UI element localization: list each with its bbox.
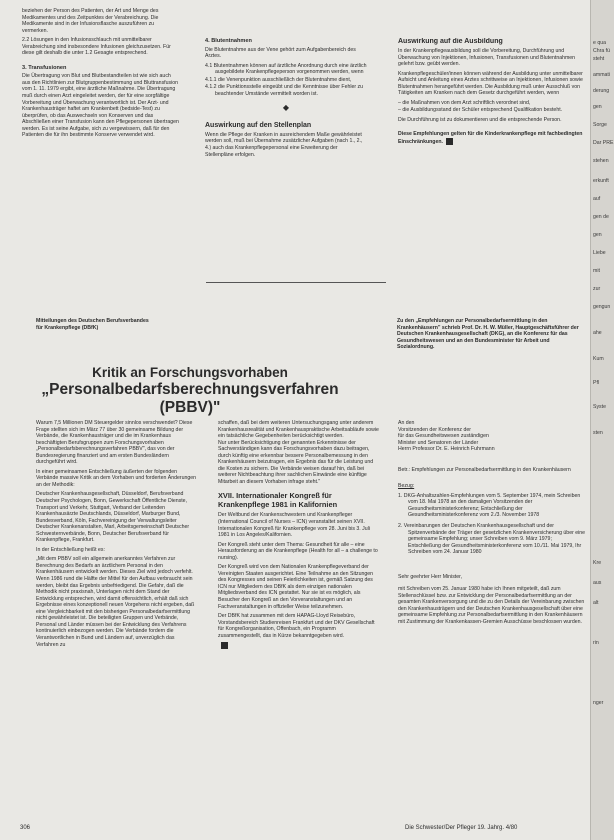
address-line: für das Gesundheitswesen zuständigen bbox=[398, 433, 489, 440]
edge-text: gen de bbox=[593, 214, 609, 220]
edge-text: ahe bbox=[593, 330, 602, 336]
statement-text: Diese Empfehlungen gelten für die Kinderkrankenpflege mit fachbedingten Einschränkungen. bbox=[398, 131, 583, 145]
edge-text: e qua bbox=[593, 40, 606, 46]
paragraph: 2.2 Lösungen in den Infusionsschlauch mit unmittelbarer Verabreichung sind insbesondere Infusionen gleichzusetzen. Für diese gilt deshalb die unter 1.2 Gesagte entsprechend. bbox=[22, 37, 171, 57]
edge-text: gen bbox=[593, 232, 602, 238]
section-heading: Auswirkung auf den Stellenplan bbox=[205, 121, 312, 129]
statement bbox=[398, 131, 586, 145]
paragraph: Die Blutentnahme aus der Vene gehört zum Aufgabenbereich des Arztes. bbox=[205, 46, 356, 60]
paragraph: Der Kongreß wird von dem Nationalen Krankenpflegeverband der Vereinigten Staaten ausgerichtet. Eine Teilnahme an den Sitzungen des Kongresses und seinen Feierlichkeiten ist, gemäß Satzung des ICN nur Mitgliedern des DBfK als dem einzigen nationalen Mitgliedsverband des ICN gestattet. Nur sie ist es möglich, als Besucher den Kongreß an den Vorveranstaltungen und an Fachveranstaltungen in offizieller Weise teilzunehmen. bbox=[218, 564, 374, 610]
edge-text: aus bbox=[593, 580, 602, 586]
edge-text: steht bbox=[593, 56, 605, 62]
paragraph: beziehen der Person des Patienten, der Art und Menge des Medikamentes und des Zeitpunktes der Verabreichung. Die Medikamente sind in der Infusionsflasche auszuführen zu vermerken. bbox=[22, 8, 159, 34]
address-block bbox=[398, 420, 586, 453]
end-mark bbox=[221, 642, 228, 649]
page-number: 306 bbox=[20, 825, 31, 831]
paragraph: In einer gemeinsamen Entschließung äußerten der folgenden Verbände massive Kritik an dem Vorhaben und forderten Änderungen an der Methodik: bbox=[36, 468, 197, 488]
paragraph: Der Kongreß steht unter dem Thema: Gesundheit für alle – eine Herausforderung an die Krankenpflege (Health for all – a challenge to nursing). bbox=[218, 541, 378, 561]
reference-list bbox=[398, 493, 586, 556]
edge-text: gen bbox=[593, 104, 602, 110]
edge-text: auf bbox=[593, 196, 601, 202]
salutation: Sehr geehrter Herr Minister, bbox=[398, 573, 463, 580]
edge-text: Sorge bbox=[593, 122, 607, 128]
paragraph: Deutscher Krankenhausgesellschaft, Düsseldorf, Berufsverband Deutscher Psychologen, Bonn, Gewerkschaft Öffentliche Dienste, Transport und Verkehr, Stuttgart, Verband der Leitenden Krankenhausärzte Deutschlands, Düsseldorf, Marburger Bund, Bundesverband, Köln, Fachvereinigung der Verwaltungsleiter Deutscher Krankenanstalten, Marl, Arbeitsgemeinschaft Deutscher Schwesternverbände, Bonn, Deutscher Berufsverband für Krankenpflege, Frankfurt. bbox=[36, 491, 190, 544]
divider-rule bbox=[206, 282, 386, 283]
paragraph: In der Krankenpflegeausbildung soll die Vorbereitung, Durchführung und Überwachung von Injektionen, Infusionen, Transfusionen und Blutentnahmen gelehrt bzw. geübt werden. bbox=[398, 48, 576, 68]
address-line: Minister und Senatoren der Länder bbox=[398, 439, 479, 446]
paragraph: Die Durchführung ist zu dokumentieren und die entsprechende Person. bbox=[398, 116, 562, 123]
list-item: 4.1.1 die Venenpunktion ausschließlich der Blutentnahme dient, bbox=[205, 76, 352, 83]
edge-text: alt bbox=[593, 600, 599, 606]
top-middle-column bbox=[205, 38, 367, 273]
section-heading: Auswirkung auf die Ausbildung bbox=[398, 38, 503, 45]
article-column-3 bbox=[398, 420, 586, 818]
title-line: Kritik an Forschungsvorhaben bbox=[92, 365, 288, 380]
edge-text: gengun bbox=[593, 304, 611, 310]
note-text: Zu den „Empfehlungen zur Personalbedarfsermittlung in den Krankenhäusern" schrieb Prof. Dr. H. W. Müller, Hauptgeschäftsführer der Deutschen Krankenhausgesellschaft (DKG), an die Konferenz für das Gesundheitswesen und an den Bundesminister für Arbeit und Sozialordnung. bbox=[397, 318, 579, 351]
list-item: – die Maßnahmen von dem Arzt schriftlich verordnet sind, bbox=[398, 99, 531, 106]
edge-text: Syste bbox=[593, 404, 606, 410]
paragraph: In der Entschließung heißt es: bbox=[36, 546, 105, 553]
masthead bbox=[36, 318, 236, 334]
edge-text: Liebe bbox=[593, 250, 606, 256]
address-line: An den bbox=[398, 420, 415, 426]
address-line: Vorsitzenden der Konferenz der bbox=[398, 426, 471, 433]
edge-text: erkunft bbox=[593, 178, 609, 184]
edge-text: rin bbox=[593, 640, 599, 646]
masthead-line: Mitteilungen des Deutschen Berufsverbandes bbox=[36, 318, 149, 324]
edge-text: sten bbox=[593, 430, 603, 436]
edge-text: Chra fü bbox=[593, 48, 611, 54]
section-heading: 4. Blutentnahmen bbox=[205, 38, 252, 44]
paragraph: Der DBfK hat zusammen mit dem HAPAG-Lloyd Reisebüro, Vorstandsbereich Studienreisen Frankfurt und der DKV Gesellschaft für Kongreßorganisation, Offenbach, ein Programm zusammengestellt, das in Kürze bekanntgegeben wird. bbox=[218, 613, 375, 639]
end-mark bbox=[446, 138, 453, 145]
edge-text: Kum bbox=[593, 356, 604, 362]
numbered-list bbox=[205, 63, 367, 98]
subject-line: Betr.: Empfehlungen zur Personalbedarfsermittlung in den Krankenhäusern bbox=[398, 466, 571, 473]
list-item: 1. DKG-Anhaltszahlen-Empfehlungen vom 5. September 1974, mein Schreiben vom 18. Mai 1978 an den damaligen Vorsitzenden der Gesundheitsministerkonferenz; Entschließung der Gesundheitsministerkonferenz vom 2./3. November 1978 bbox=[398, 492, 581, 519]
paragraph: Wenn die Pflege der Kranken in ausreichendem Maße gewährleistet werden soll, muß bei Übernahme zusätzlicher Aufgaben (nach 1., 2., 4.) auch das Krankenpflegepersonal eine Erweiterung der Stellenpläne erfolgen. bbox=[205, 131, 363, 158]
edge-text: derung bbox=[593, 88, 610, 94]
edge-text: zur bbox=[593, 286, 601, 292]
paragraph: schaffen, daß bei dem weiteren Untersuchungsgang unter anderem Krankenhausrealität und Krankenhauspraktische Arbeitsabläufe sowie ein tatsächliche Gegebenheiten berücksichtigt werden. Nur unter Berücksichtigung der genannten Erkenntnisse der Sachverständigen kann das Forschungsvorhaben dazu beitragen, durch künftig eine erkennbar bessere Personalbemessung in den Krankenhäusern beizutragen, ein Ergebnis das für die Leistung und die Kosten zu sichern. Die Verbände weisen darauf hin, daß bei weiterer Nichtbeachtung ihrer sachlichen Einwände eine künftige Mitarbeit an diesem Vorhaben infrage steht." bbox=[218, 420, 379, 485]
article-column-1 bbox=[36, 420, 198, 818]
top-right-column bbox=[398, 38, 586, 273]
title-line: „Personalbedarfsberechnungsverfahren (PBBV)" bbox=[41, 381, 339, 416]
list-item: 2. Vereinbarungen der Deutschen Krankenhausgesellschaft und der Spitzenverbände der Träger der gesetzlichen Krankenversicherung über eine gemeinsame Empfehlung; unser Schreiben vom 9. März 1979; Entschließung der Gesundheitsministerkonferenz vom 10./11. Mai 1979, Ihr Schreiben vom 24. Januar 1980 bbox=[398, 523, 586, 556]
article-column-2 bbox=[218, 420, 380, 818]
paragraph: Warum 7,5 Millionen DM Steuergelder sinnlos verschwendet? Diese Frage stellten sich im März 77 über 30 gemeinsame Bildung der Verbände, die Krankenhausträger und die im Krankenhaus beschäftigten Berufsgruppen zum Forschungsvorhaben „Personalbedarfsberechnungsverfahren PBBV", das von der Bundesregierung finanziert und am ersten Bundesländern durchgeführt wird. bbox=[36, 420, 193, 466]
paragraph: mit Schreiben vom 25. Januar 1980 habe ich Ihnen mitgeteilt, daß zum Stellenschlüssel bzw. zur Entwicklung der Personalbedarfsermittlung an der gesamten Krankenversorgung und die zu den Details der Vereinbarung zwischen den Krankenhausträgern und der Deutschen Krankenhausgesellschaft über eine gemeinsame Empfehlung zur Personalbedarfsermittlung in den Krankenhäusern mit Zustimmung der Krankenkassen-Gremien Ausschüsse beschlossen wurden. bbox=[398, 586, 585, 626]
section-heading: 3. Transfusionen bbox=[22, 64, 67, 71]
paragraph: „Mit dem PBBV soll ein allgemein anerkanntes Verfahren zur Berechnung des Bedarfs an ärztlichem Personal in den Krankenhäusern entwickelt werden. Dieses Ziel wird jedoch verfehlt. Wenn 1986 rund die Hälfte der Mittel für den Aufbau verbraucht sein werden, bleibt das Ergebnis unbefriedigend. Die Gefahr, daß die Methodik nicht praxisnah, Unterlagen nicht dem Stand der Entwicklung entsprechen, wird damit offensichtlich, erhält daß sich Ergebnisse eines konzeptionell neuen Vorgehens nicht ergeben, daß eine Vergleichbarkeit mit den bisherigen Personalbedarfsermittlung nicht gewährleistet ist. Die beteiligten Gruppen und Verbände, Personal und Länder müssen bei der Entwicklung des Verfahrens kontinuierlich einbezogen werden. Die Verbände fordern die Verantwortlichen in Bund und Ländern auf, unverzüglich das Verfahren zu bbox=[36, 556, 195, 648]
edge-text: Pfl bbox=[593, 380, 600, 386]
introductory-note bbox=[397, 318, 587, 374]
masthead-line: für Krankenpflege (DBfK) bbox=[36, 324, 99, 331]
dash-list bbox=[398, 100, 586, 114]
reference-label: Bezug: bbox=[398, 483, 415, 490]
top-left-column bbox=[22, 8, 180, 270]
list-item: 4.1 Blutentnahmen können auf ärztliche Anordnung durch eine ärztlich ausgebildete Krankenpflegeperson vorgenommen werden, wenn bbox=[205, 62, 367, 76]
edge-text: ammati bbox=[593, 72, 611, 78]
paragraph: Der Weltbund der Krankenschwestern und Krankenpfleger (International Council of Nurses – ICN) veranstaltet seinen XVII. Internationalen Kongreß für Krankenpflege vom 28. Juni bis 3. Juli 1981 in Los Angeles/Kalifornien. bbox=[218, 512, 370, 539]
edge-text: nger bbox=[593, 700, 604, 706]
edge-text: Dar PRE bbox=[593, 140, 614, 146]
separator-mark: ◆ bbox=[282, 103, 290, 113]
journal-footer: Die Schwester/Der Pfleger 19. Jahrg. 4/80 bbox=[405, 825, 518, 831]
address-line: Herrn Professor Dr. E. Heinrich Fuhrmann bbox=[398, 446, 495, 453]
edge-text: mit bbox=[593, 268, 600, 274]
article-title bbox=[40, 365, 340, 417]
list-item: 4.1.2 die Punktionsstelle eingeübt und die Kenntnisse über Fehler zu beachtender Umstände vermittelt worden ist. bbox=[205, 84, 364, 97]
edge-text: Kre bbox=[593, 560, 602, 566]
paragraph: Krankenpflegeschüler/innen können während der Ausbildung unter unmittelbarer Aufsicht und Anleitung eines Arztes schrittweise an Injektionen, Infusionen sowie Blutentnahmen herangeführt werden. Die Ausbildung muß unter Ausschluß von Tätigkeiten am Kranken nach dem Gesetz durchgeführt werden, wenn bbox=[398, 70, 583, 97]
paragraph: Die Übertragung von Blut und Blutbestandteilen ist wie sich auch aus den Richtlinien zur Blutgruppenbestimmung und Bluttransfusion vom 1. 11. 1979 ergibt, eine ärztliche Maßnahme. Die Übertragung muß durch einen Arzt eingeleitet werden, der für eine sorgfältige Vorbereitung und Überwachung verantwortlich ist. Der Arzt- und Krankenhausträger haftet am Krankenbett (bedside-Test) zu überprüfen, ob das Auswechseln von Konserven und das Abschließen einer Transfusion kann den Pflegepersonen übertragen werden. Es ist seine Aufgabe, sich zu vergewissern, daß für den Patienten die für ihn bestimmte Konserve verwendet wird. bbox=[22, 73, 179, 139]
adjacent-page-edge bbox=[590, 0, 614, 840]
edge-text: stehen bbox=[593, 158, 609, 164]
kongress-heading: XVII. Internationaler Kongreß für Krankenpflege 1981 in Kalifornien bbox=[218, 491, 338, 510]
list-item: – die Ausbildungsstand der Schüler entsprechend Qualifikation besteht. bbox=[398, 107, 563, 114]
